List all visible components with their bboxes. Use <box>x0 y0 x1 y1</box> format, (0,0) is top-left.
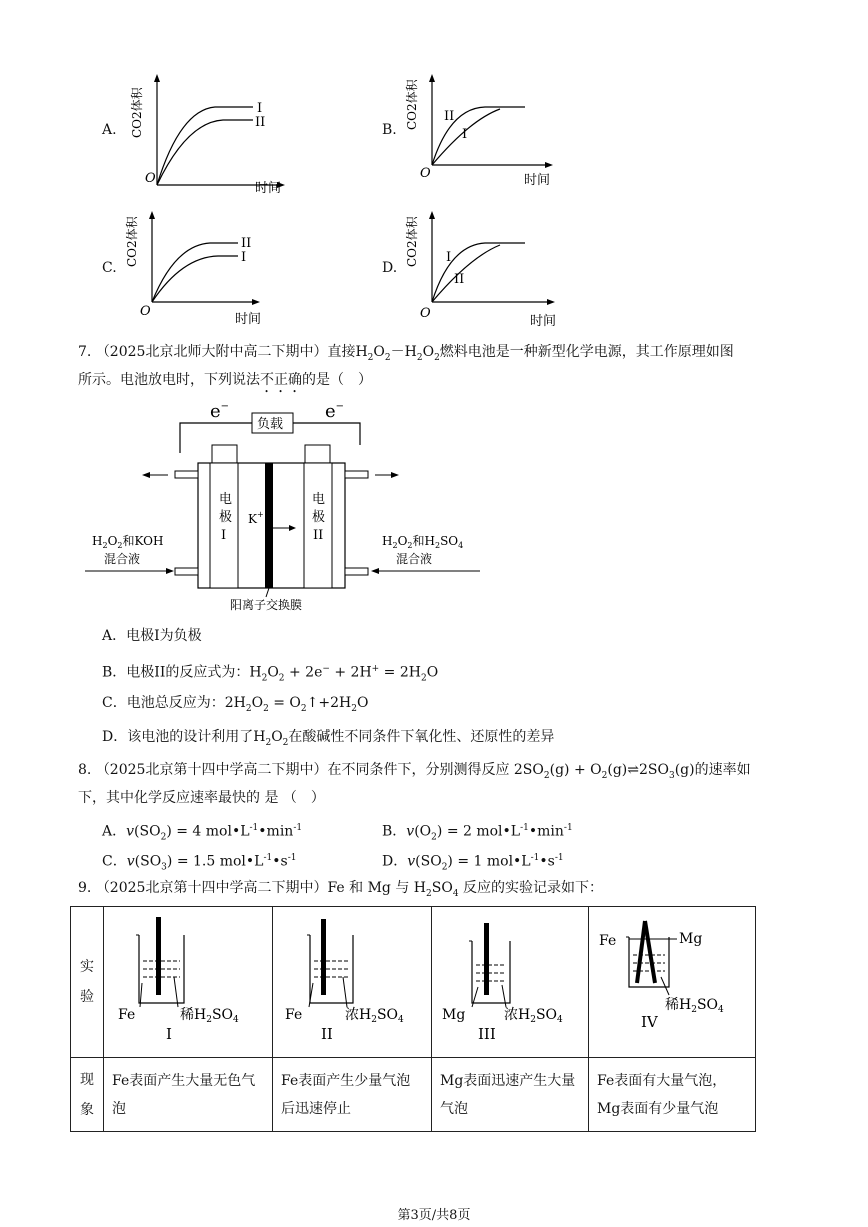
svg-text:Fe: Fe <box>118 1007 136 1023</box>
experiment-cell-4 <box>589 907 756 1058</box>
phenomenon-4: Fe表面有大量气泡，Mg表面有少量气泡 <box>589 1058 756 1132</box>
curve-label: II <box>454 272 465 287</box>
q7-stem-line2: 所示。电池放电时，下列说法不正确的是（ ） <box>78 372 372 388</box>
curve-label: I <box>241 250 247 265</box>
experiment-table <box>70 906 756 1132</box>
experiment-cell-1 <box>104 907 273 1058</box>
x-axis-label: 时间 <box>255 181 282 195</box>
x-axis-label: 时间 <box>524 173 551 188</box>
q7-stem-line1: 7. （2025北京北师大附中高二下期中）直接$H_2O_2-H_2O_2$燃料电池是一种新型化学电源，其工作原理如图 <box>78 344 734 363</box>
q9-stem: 9. （2025北京第十四中学高二下期中）Fe 和 Mg 与 $H_2SO_4$ 反应的实验记录如下： <box>78 880 603 899</box>
svg-text:浓H2SO4: 浓$H_2SO_4$ <box>504 1007 563 1025</box>
svg-text:稀H2SO4: 稀$H_2SO_4$ <box>665 997 724 1015</box>
svg-text:Fe: Fe <box>599 933 617 949</box>
experiment-cell-2 <box>273 907 432 1058</box>
q7-option-d: D．该电池的设计利用了$H_2O_2$在酸碱性不同条件下氧化性、还原性的差异 <box>102 729 555 748</box>
option-a-letter: A. <box>102 122 117 138</box>
left-solution-label: $H_2O_2$和KOH <box>92 534 164 550</box>
origin-label: O <box>420 306 431 321</box>
curve-label: II <box>255 115 266 130</box>
right-solution-label: $H_2O_2$和$H_2SO_4$ <box>382 534 464 550</box>
graph-a <box>125 70 305 195</box>
electrode-1 <box>210 463 238 588</box>
svg-text:IV: IV <box>641 1013 658 1031</box>
membrane-label: 阳离子交换膜 <box>230 598 303 612</box>
svg-text:Mg: Mg <box>442 1007 466 1023</box>
graph-c <box>120 205 300 330</box>
experiment-cell-3 <box>432 907 589 1058</box>
row-header-experiment: 实 验 <box>71 907 104 1058</box>
q8-option-d: D．$v(SO_2) = 1$ $mol•L^{-1}•s^{-1}$ <box>382 853 564 873</box>
ion-label: K+ <box>248 510 264 526</box>
y-axis-label: CO2体积 <box>130 87 144 138</box>
y-axis-label: CO2体积 <box>125 216 139 267</box>
option-c-letter: C. <box>102 260 117 276</box>
svg-text:极: 极 <box>312 510 326 525</box>
svg-text:I: I <box>221 528 227 543</box>
svg-text:III: III <box>478 1025 496 1043</box>
row-header-phenomenon: 现 象 <box>71 1058 104 1132</box>
graph-d <box>400 205 580 330</box>
phenomenon-1: Fe表面产生大量无色气泡 <box>104 1058 273 1132</box>
q8-option-c: C．$v(SO_3) = 1.5$ $mol•L^{-1}•s^{-1}$ <box>102 853 297 873</box>
curve-label: I <box>446 250 452 265</box>
svg-text:稀H2SO4: 稀$H_2SO_4$ <box>180 1007 239 1025</box>
curve-label: II <box>444 109 455 124</box>
q7-option-b: B．电极II的反应式为：$H_2O_2 + 2e^- + 2H^+ = 2H_2O$ <box>102 664 439 684</box>
beaker-diagram-1 <box>104 907 272 1047</box>
battery-diagram <box>80 395 500 615</box>
q8-stem-line2: 下，其中化学反应速率最快的 是 （ ） <box>78 790 325 806</box>
q7-option-c: C．电池总反应为：$2H_2O_2$ = $O_2↑+2H_2O$ <box>102 695 369 714</box>
svg-text:Fe: Fe <box>285 1007 303 1023</box>
page-footer: 第3页/共8页 <box>397 1208 471 1223</box>
q8-stem-line1: 8. （2025北京第十四中学高二下期中）在不同条件下，分别测得反应 $2SO_2(g)$ + $O_2(g)\rightleftharpoons 2SO_3(g)$的速率如 <box>78 762 751 781</box>
electrode-2 <box>304 463 332 588</box>
electron-right: e− <box>325 401 345 422</box>
load-label: 负载 <box>257 417 284 432</box>
electron-left: e− <box>210 401 230 422</box>
q8-option-a: A．$v(SO_2) = 4$ $mol•L^{-1}•\min^{-1}$ <box>102 823 303 843</box>
svg-text:混合液: 混合液 <box>104 552 141 566</box>
option-b-letter: B. <box>382 122 397 138</box>
beaker-diagram-3 <box>432 907 588 1047</box>
origin-label: O <box>140 304 151 319</box>
y-axis-label: CO2体积 <box>405 216 419 267</box>
phenomenon-2: Fe表面产生少量气泡后迅速停止 <box>273 1058 432 1132</box>
phenomenon-3: Mg表面迅速产生大量气泡 <box>432 1058 589 1132</box>
origin-label: O <box>145 171 156 186</box>
y-axis-label: CO2体积 <box>405 79 419 130</box>
svg-text:混合液: 混合液 <box>396 552 433 566</box>
electrode-2-label: 电 <box>312 492 326 507</box>
curve-label: I <box>462 127 468 142</box>
svg-text:极: 极 <box>219 510 233 525</box>
origin-label: O <box>420 166 431 181</box>
x-axis-label: 时间 <box>235 312 262 327</box>
curve-label: I <box>257 101 263 116</box>
graph-b <box>400 70 580 195</box>
svg-text:浓H2SO4: 浓$H_2SO_4$ <box>345 1007 404 1025</box>
svg-text:II: II <box>313 528 324 543</box>
beaker-diagram-4 <box>589 907 755 1047</box>
svg-text:Mg: Mg <box>679 931 703 947</box>
q8-option-b: B．$v(O_2) = 2$ $mol•L^{-1}•\min^{-1}$ <box>382 823 573 843</box>
beaker-diagram-2 <box>273 907 431 1047</box>
electrode-1-label: 电 <box>219 492 233 507</box>
svg-text:II: II <box>321 1025 333 1043</box>
membrane <box>265 463 273 588</box>
svg-text:I: I <box>166 1025 172 1043</box>
q7-option-a: A．电极I为负极 <box>102 628 202 644</box>
option-d-letter: D. <box>382 260 398 276</box>
x-axis-label: 时间 <box>530 314 557 329</box>
curve-label: II <box>241 236 252 251</box>
